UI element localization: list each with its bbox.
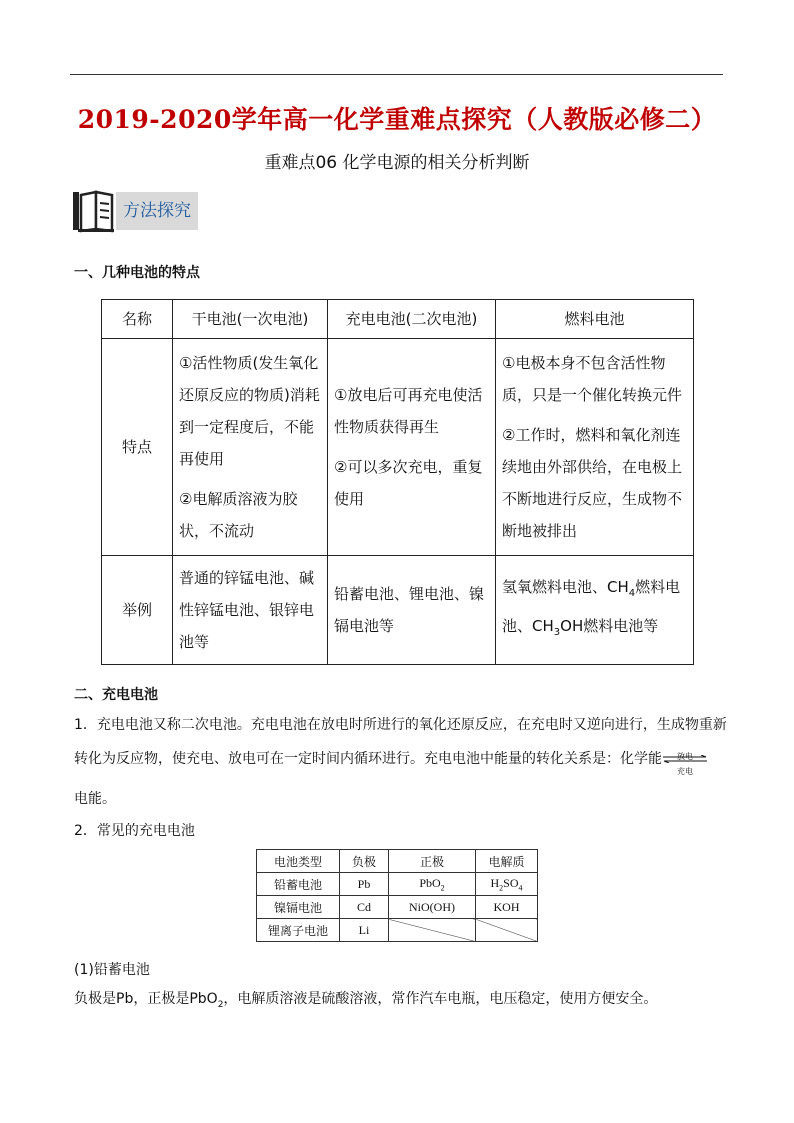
table-cell: 铅蓄电池、锂电池、镍镉电池等 (328, 556, 496, 665)
table-header-cell: 燃料电池 (496, 300, 694, 339)
section-heading-2: 二、充电电池 (74, 687, 158, 703)
method-banner (72, 189, 198, 233)
paragraph: 2．常见的充电电池 (74, 823, 195, 839)
paragraph: 负极是Pb，正极是PbO$_2$，电解质溶液是硫酸溶液，常作汽车电瓶，电压稳定，使用方便安全。 (74, 991, 658, 1010)
cell-text: ②工作时，燃料和氧化剂连续地由外部供给，在电极上不断地进行反应，生成物不断地被排出 (502, 426, 683, 540)
cell-text: ①放电后可再充电使活性物质获得再生 (334, 386, 483, 436)
table-header-cell: 干电池(一次电池) (173, 300, 328, 339)
table-row (257, 873, 538, 896)
row-label: 举例 (102, 556, 173, 665)
cell-text: ②可以多次充电，重复使用 (334, 458, 483, 508)
paragraph: 电能。 (74, 791, 116, 807)
table-header-cell: 正极 (389, 850, 476, 873)
table-cell: 氢氧燃料电池、$CH_4$燃料电池、$CH_3OH$燃料电池等 (496, 556, 694, 665)
section-heading-1: 一、几种电池的特点 (74, 265, 200, 281)
battery-features-table (101, 299, 694, 665)
reversible-arrow-icon: 放电 充电 (662, 748, 708, 770)
table-cell: $H_2SO_4$ (476, 873, 538, 896)
paragraph-heading: (1)铅蓄电池 (74, 962, 150, 978)
table-cell: Pb (340, 873, 389, 896)
table-cell: NiO(OH) (389, 896, 476, 919)
header-rule (70, 74, 723, 75)
table-header-cell: 名称 (102, 300, 173, 339)
table-cell: KOH (476, 896, 538, 919)
table-row (257, 896, 538, 919)
empty-diagonal-cell (389, 919, 476, 942)
table-cell (496, 339, 694, 556)
table-cell: 铅蓄电池 (257, 873, 340, 896)
table-cell (328, 339, 496, 556)
table-cell: 普通的锌锰电池、碱性锌锰电池、银锌电池等 (173, 556, 328, 665)
empty-diagonal-cell (476, 919, 538, 942)
table-row (257, 919, 538, 942)
document-title: 2019-2020学年高一化学重难点探究（人教版必修二） (77, 105, 717, 134)
method-label: 方法探究 (116, 192, 198, 230)
table-header-cell: 电池类型 (257, 850, 340, 873)
table-header-row (102, 300, 694, 339)
table-header-cell: 充电电池(二次电池) (328, 300, 496, 339)
table-row-features (102, 339, 694, 556)
book-icon (72, 189, 118, 233)
table-cell: Li (340, 919, 389, 942)
cell-text: ①电极本身不包含活性物质，只是一个催化转换元件 (502, 354, 683, 404)
paragraph: 1．充电电池又称二次电池。充电电池在放电时所进行的氧化还原反应，在充电时又逆向进行，生成物重新 (74, 717, 727, 733)
row-label: 特点 (102, 339, 173, 556)
table-header-cell: 电解质 (476, 850, 538, 873)
rechargeable-battery-table (256, 849, 538, 942)
table-header-cell: 负极 (340, 850, 389, 873)
cell-text: ①活性物质(发生氧化还原反应的物质)消耗到一定程度后，不能再使用 (179, 354, 320, 468)
document-subtitle: 重难点06 化学电源的相关分析判断 (264, 153, 530, 173)
table-cell: 锂离子电池 (257, 919, 340, 942)
table-cell: PbO$_2$ (389, 873, 476, 896)
cell-text: ②电解质溶液为胶状，不流动 (179, 490, 298, 540)
table-cell: 镍镉电池 (257, 896, 340, 919)
table-row-examples (102, 556, 694, 665)
paragraph: 转化为反应物，使充电、放电可在一定时间内循环进行。充电电池中能量的转化关系是：化学能 放电 充电 (74, 748, 708, 770)
table-header-row (257, 850, 538, 873)
table-cell: Cd (340, 896, 389, 919)
table-cell (173, 339, 328, 556)
